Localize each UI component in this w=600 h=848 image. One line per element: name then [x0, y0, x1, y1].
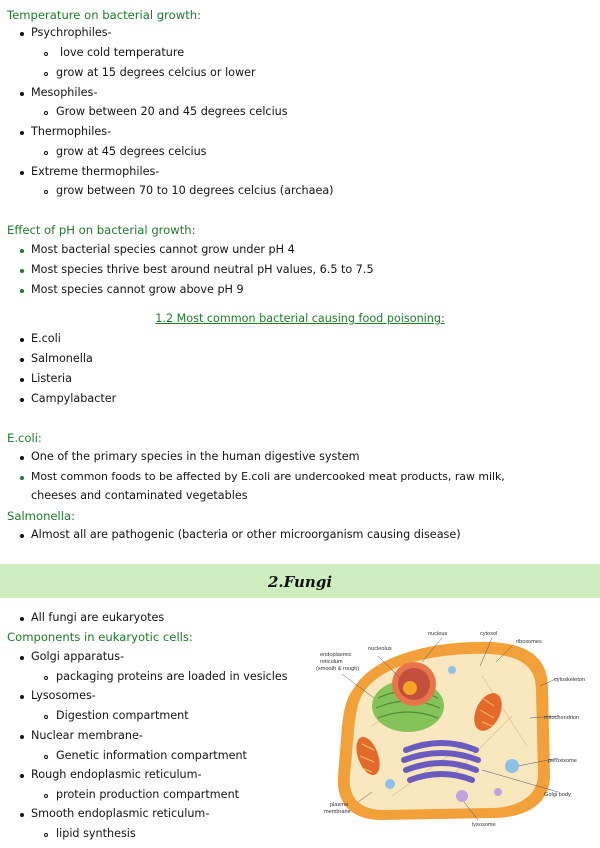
bullet-dot	[20, 131, 24, 135]
vesicle	[385, 779, 395, 789]
list-item: Most species cannot grow above pH 9	[31, 283, 244, 296]
list-item: All fungi are eukaryotes	[31, 611, 165, 624]
label-nucleolus: nucleolus	[368, 646, 392, 652]
list-item-continuation: cheeses and contaminated vegetables	[31, 489, 248, 502]
bullet-dot	[20, 398, 24, 402]
label-mitochondrion: mitochondrion	[544, 715, 580, 721]
sub-bullet-circle	[44, 72, 48, 76]
sub-bullet-circle	[44, 676, 48, 680]
bullet-dot	[20, 813, 24, 817]
sub-bullet-circle	[44, 755, 48, 759]
list-item: Rough endoplasmic reticulum-	[31, 768, 202, 781]
ph-heading: Effect of pH on bacterial growth:	[7, 223, 196, 237]
eukaryotic-cell-diagram	[312, 626, 598, 832]
bullet-dot	[20, 269, 24, 273]
sub-bullet-circle	[44, 190, 48, 194]
list-item: Mesophiles-	[31, 86, 98, 99]
list-item: Nuclear membrane-	[31, 729, 143, 742]
label-golgi: Golgi body	[544, 792, 571, 798]
list-item: Extreme thermophiles-	[31, 165, 160, 178]
nucleolus	[403, 681, 417, 695]
temperature-heading: Temperature on bacterial growth:	[7, 8, 202, 22]
list-item: Salmonella	[31, 352, 93, 365]
label-nucleus: nucleus	[428, 631, 448, 637]
sub-bullet-circle	[44, 151, 48, 155]
fungi-title: 2.Fungi	[267, 573, 333, 591]
bullet-dot	[20, 338, 24, 342]
label-cytoskeleton: cytoskeleton	[554, 677, 586, 683]
bullet-dot	[20, 695, 24, 699]
bullet-dot	[20, 378, 24, 382]
bullet-dot	[20, 617, 24, 621]
list-item: Smooth endoplasmic reticulum-	[31, 807, 210, 820]
list-item: Golgi apparatus-	[31, 650, 125, 663]
list-item: Campylabacter	[31, 392, 117, 405]
sub-bullet-circle	[44, 794, 48, 798]
label-peroxisome: peroxisome	[548, 758, 577, 764]
label-er-line3: (smooth & rough)	[316, 666, 360, 672]
label-er-line1: endoplasmic	[320, 652, 352, 658]
peroxisome	[505, 759, 519, 773]
list-item: Almost all are pathogenic (bacteria or other microorganism causing disease)	[31, 528, 461, 541]
eukaryotic-heading: Components in eukaryotic cells:	[7, 630, 193, 644]
sub-bullet-circle	[44, 715, 48, 719]
list-item: Listeria	[31, 372, 73, 385]
sub-list-item: Digestion compartment	[56, 709, 189, 722]
bullet-dot	[20, 656, 24, 660]
bullet-dot	[20, 534, 24, 538]
sub-list-item: Grow between 20 and 45 degrees celcius	[56, 105, 288, 118]
ecoli-heading: E.coli:	[7, 431, 42, 445]
sub-bullet-circle	[44, 111, 48, 115]
list-item: Most common foods to be affected by E.coli are undercooked meat products, raw milk,	[31, 470, 505, 483]
sub-bullet-circle	[44, 52, 48, 56]
sub-bullet-circle	[44, 833, 48, 837]
label-ribosomes: ribosomes	[516, 639, 542, 645]
bullet-dot	[20, 92, 24, 96]
list-item: Most species thrive best around neutral pH values, 6.5 to 7.5	[31, 263, 374, 276]
list-item: One of the primary species in the human digestive system	[31, 450, 360, 463]
list-item: Thermophiles-	[31, 125, 112, 138]
sub-list-item: Genetic information compartment	[56, 749, 247, 762]
bullet-dot	[20, 456, 24, 460]
vesicle	[494, 788, 502, 796]
sub-list-item: grow at 15 degrees celcius or lower	[56, 66, 256, 79]
label-plasma-line1: plasma	[330, 802, 349, 808]
list-item: Psychrophiles-	[31, 26, 112, 39]
bullet-dot	[20, 171, 24, 175]
list-item: Most bacterial species cannot grow under pH 4	[31, 243, 295, 256]
sub-list-item: packaging proteins are loaded in vesicles	[56, 670, 288, 683]
sub-list-item: grow at 45 degrees celcius	[56, 145, 207, 158]
list-item: E.coli	[31, 332, 61, 345]
label-plasma-line2: membrane	[324, 809, 351, 815]
lysosome	[456, 790, 468, 802]
bullet-dot	[20, 358, 24, 362]
bullet-dot	[20, 774, 24, 778]
vesicle	[448, 666, 456, 674]
food-poisoning-title: 1.2 Most common bacterial causing food poisoning:	[155, 312, 445, 325]
bullet-dot	[20, 476, 24, 480]
sub-list-item: protein production compartment	[56, 788, 240, 801]
bullet-dot	[20, 289, 24, 293]
sub-list-item: grow between 70 to 10 degrees celcius (archaea)	[56, 184, 334, 197]
salmonella-heading: Salmonella:	[7, 509, 76, 523]
bullet-dot	[20, 735, 24, 739]
list-item: Lysosomes-	[31, 689, 96, 702]
bullet-dot	[20, 249, 24, 253]
sub-list-item: lipid synthesis	[56, 827, 136, 840]
label-lysosome: lysosome	[472, 822, 496, 828]
label-er-line2: reticulum	[320, 659, 343, 665]
sub-list-item: love cold temperature	[60, 46, 185, 59]
bullet-dot	[20, 32, 24, 36]
label-cytosol: cytosol	[480, 631, 498, 637]
